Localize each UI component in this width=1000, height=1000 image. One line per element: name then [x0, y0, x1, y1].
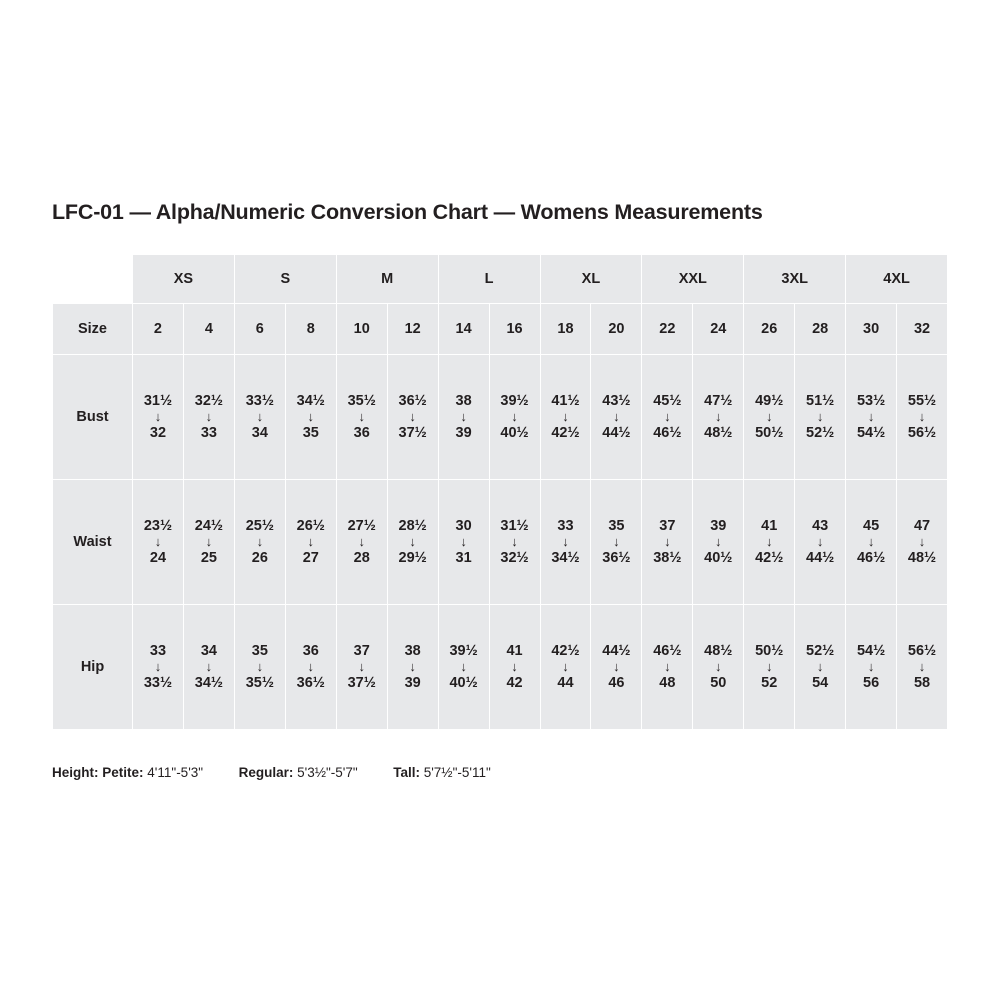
range-from: 48½ [704, 642, 733, 659]
down-arrow-icon: ↓ [460, 659, 467, 675]
bust-cell [438, 355, 489, 480]
down-arrow-icon: ↓ [511, 659, 518, 675]
tall-label: Tall: [393, 765, 420, 780]
waist-cell [438, 480, 489, 605]
alpha-size-xl: XL [540, 255, 642, 304]
down-arrow-icon: ↓ [358, 534, 365, 550]
alpha-size-l: L [438, 255, 540, 304]
range-from: 49½ [755, 392, 784, 409]
range-from: 41 [761, 517, 778, 534]
down-arrow-icon: ↓ [409, 534, 416, 550]
range-to: 56½ [907, 424, 937, 441]
hip-cell [133, 605, 184, 730]
range-from: 45 [863, 517, 880, 534]
range-from: 46½ [653, 642, 682, 659]
numeric-size-cell: 28 [795, 304, 846, 355]
hip-cell [846, 605, 897, 730]
down-arrow-icon: ↓ [765, 409, 773, 425]
alpha-size-xs: XS [133, 255, 235, 304]
range-to: 31 [455, 549, 472, 566]
row-label-bust: Bust [53, 355, 133, 480]
range-from: 43½ [602, 392, 631, 409]
numeric-size-cell: 8 [285, 304, 336, 355]
range-from: 28½ [398, 517, 427, 534]
bust-cell [846, 355, 897, 480]
down-arrow-icon: ↓ [358, 659, 365, 675]
down-arrow-icon: ↓ [358, 409, 365, 425]
down-arrow-icon: ↓ [765, 659, 773, 675]
down-arrow-icon: ↓ [205, 409, 213, 425]
hip-cell [591, 605, 642, 730]
bust-cell [897, 355, 948, 480]
table-row-numeric-sizes [53, 304, 948, 355]
waist-cell [285, 480, 336, 605]
down-arrow-icon: ↓ [816, 534, 824, 550]
down-arrow-icon: ↓ [867, 409, 875, 425]
range-from: 50½ [755, 642, 784, 659]
hip-cell [387, 605, 438, 730]
range-from: 41 [506, 642, 523, 659]
range-from: 27½ [347, 517, 376, 534]
down-arrow-icon: ↓ [816, 659, 824, 675]
down-arrow-icon: ↓ [765, 534, 773, 550]
row-label-waist: Waist [53, 480, 133, 605]
range-to: 42 [506, 674, 523, 691]
down-arrow-icon: ↓ [511, 534, 518, 550]
range-to: 42½ [551, 424, 580, 441]
range-from: 23½ [143, 517, 173, 534]
down-arrow-icon: ↓ [562, 534, 569, 550]
down-arrow-icon: ↓ [256, 409, 264, 425]
range-from: 32½ [194, 392, 224, 409]
waist-cell [846, 480, 897, 605]
down-arrow-icon: ↓ [918, 659, 926, 675]
down-arrow-icon: ↓ [205, 534, 213, 550]
down-arrow-icon: ↓ [256, 659, 264, 675]
range-to: 56 [863, 674, 880, 691]
petite-value: 4'11"-5'3" [147, 765, 204, 780]
down-arrow-icon: ↓ [613, 409, 620, 425]
range-from: 34 [200, 642, 217, 659]
waist-cell [387, 480, 438, 605]
bust-cell [540, 355, 591, 480]
down-arrow-icon: ↓ [409, 409, 416, 425]
numeric-size-cell: 12 [387, 304, 438, 355]
range-to: 58 [913, 674, 931, 691]
bust-cell [183, 355, 234, 480]
range-to: 44½ [806, 549, 835, 566]
down-arrow-icon: ↓ [613, 659, 620, 675]
range-from: 35 [251, 642, 268, 659]
bust-cell [642, 355, 693, 480]
down-arrow-icon: ↓ [562, 659, 569, 675]
range-from: 39 [710, 517, 727, 534]
petite-label: Petite: [102, 765, 144, 780]
range-from: 47 [913, 517, 931, 534]
down-arrow-icon: ↓ [154, 409, 162, 425]
alpha-size-xxl: XXL [642, 255, 744, 304]
range-from: 52½ [806, 642, 835, 659]
down-arrow-icon: ↓ [307, 534, 315, 550]
numeric-size-cell: 18 [540, 304, 591, 355]
alpha-size-s: S [234, 255, 336, 304]
down-arrow-icon: ↓ [154, 534, 162, 550]
corner-cell [53, 255, 133, 304]
range-to: 39 [404, 674, 421, 691]
waist-cell [183, 480, 234, 605]
range-to: 40½ [500, 424, 529, 441]
range-to: 40½ [449, 674, 478, 691]
page-title: LFC-01 — Alpha/Numeric Conversion Chart — Womens Measurements [52, 200, 763, 224]
down-arrow-icon: ↓ [205, 659, 213, 675]
range-to: 52½ [806, 424, 835, 441]
numeric-size-cell: 4 [183, 304, 234, 355]
hip-cell [234, 605, 285, 730]
range-to: 50½ [755, 424, 784, 441]
regular-label: Regular: [238, 765, 294, 780]
down-arrow-icon: ↓ [867, 659, 875, 675]
range-to: 36½ [602, 549, 631, 566]
range-to: 25 [200, 549, 217, 566]
range-from: 42½ [551, 642, 580, 659]
hip-cell [693, 605, 744, 730]
waist-cell [336, 480, 387, 605]
range-to: 36½ [296, 674, 325, 691]
range-from: 37 [659, 517, 676, 534]
range-to: 35½ [245, 674, 274, 691]
range-to: 50 [710, 674, 727, 691]
alpha-size-4xl: 4XL [846, 255, 948, 304]
waist-cell [591, 480, 642, 605]
range-to: 37½ [347, 674, 376, 691]
range-to: 34½ [194, 674, 224, 691]
range-to: 27 [302, 549, 319, 566]
tall-value: 5'7½"-5'11" [423, 765, 491, 780]
numeric-size-cell: 16 [489, 304, 540, 355]
down-arrow-icon: ↓ [409, 659, 416, 675]
down-arrow-icon: ↓ [918, 534, 926, 550]
range-to: 34 [251, 424, 268, 441]
down-arrow-icon: ↓ [307, 409, 315, 425]
waist-cell [133, 480, 184, 605]
range-from: 35½ [347, 392, 376, 409]
bust-cell [285, 355, 336, 480]
alpha-size-m: M [336, 255, 438, 304]
range-to: 32 [149, 424, 167, 441]
down-arrow-icon: ↓ [664, 534, 671, 550]
hip-cell [744, 605, 795, 730]
hip-cell [795, 605, 846, 730]
down-arrow-icon: ↓ [613, 534, 620, 550]
bust-cell [133, 355, 184, 480]
down-arrow-icon: ↓ [918, 409, 926, 425]
hip-cell [438, 605, 489, 730]
range-to: 35 [302, 424, 319, 441]
down-arrow-icon: ↓ [307, 659, 315, 675]
range-from: 31½ [143, 392, 173, 409]
range-to: 52 [761, 674, 778, 691]
numeric-size-cell: 20 [591, 304, 642, 355]
waist-cell [693, 480, 744, 605]
hip-cell [285, 605, 336, 730]
table-row-alpha-sizes [53, 255, 948, 304]
down-arrow-icon: ↓ [715, 409, 722, 425]
bust-cell [489, 355, 540, 480]
range-to: 37½ [398, 424, 427, 441]
range-from: 34½ [296, 392, 325, 409]
range-to: 54½ [856, 424, 886, 441]
range-from: 26½ [296, 517, 325, 534]
range-from: 35 [608, 517, 625, 534]
row-label-size: Size [53, 304, 133, 355]
range-to: 44 [557, 674, 574, 691]
range-from: 39½ [500, 392, 529, 409]
numeric-size-cell: 32 [897, 304, 948, 355]
down-arrow-icon: ↓ [715, 659, 722, 675]
range-from: 45½ [653, 392, 682, 409]
range-to: 40½ [704, 549, 733, 566]
hip-cell [489, 605, 540, 730]
range-to: 48½ [704, 424, 733, 441]
range-from: 36 [302, 642, 319, 659]
range-to: 24 [149, 549, 167, 566]
size-conversion-table [52, 254, 948, 730]
range-from: 39½ [449, 642, 478, 659]
range-from: 54½ [856, 642, 886, 659]
range-from: 38 [455, 392, 472, 409]
table-row-waist [53, 480, 948, 605]
numeric-size-cell: 14 [438, 304, 489, 355]
range-to: 34½ [551, 549, 580, 566]
range-from: 37 [353, 642, 370, 659]
range-from: 33 [557, 517, 574, 534]
down-arrow-icon: ↓ [511, 409, 518, 425]
range-to: 38½ [653, 549, 682, 566]
range-to: 36 [353, 424, 370, 441]
down-arrow-icon: ↓ [816, 409, 824, 425]
range-from: 36½ [398, 392, 427, 409]
height-label: Height: [52, 765, 99, 780]
numeric-size-cell: 30 [846, 304, 897, 355]
down-arrow-icon: ↓ [715, 534, 722, 550]
range-from: 25½ [245, 517, 274, 534]
range-from: 55½ [907, 392, 937, 409]
range-from: 33½ [245, 392, 274, 409]
range-to: 33½ [143, 674, 173, 691]
bust-cell [591, 355, 642, 480]
numeric-size-cell: 10 [336, 304, 387, 355]
waist-cell [540, 480, 591, 605]
range-to: 32½ [500, 549, 529, 566]
range-to: 33 [200, 424, 217, 441]
bust-cell [795, 355, 846, 480]
range-to: 46½ [856, 549, 886, 566]
alpha-size-3xl: 3XL [744, 255, 846, 304]
range-from: 53½ [856, 392, 886, 409]
waist-cell [489, 480, 540, 605]
numeric-size-cell: 26 [744, 304, 795, 355]
range-to: 44½ [602, 424, 631, 441]
range-to: 46 [608, 674, 625, 691]
down-arrow-icon: ↓ [562, 409, 569, 425]
waist-cell [897, 480, 948, 605]
hip-cell [540, 605, 591, 730]
bust-cell [744, 355, 795, 480]
range-from: 38 [404, 642, 421, 659]
bust-cell [693, 355, 744, 480]
down-arrow-icon: ↓ [867, 534, 875, 550]
down-arrow-icon: ↓ [154, 659, 162, 675]
range-to: 48½ [907, 549, 937, 566]
range-from: 43 [812, 517, 829, 534]
numeric-size-cell: 24 [693, 304, 744, 355]
down-arrow-icon: ↓ [664, 659, 671, 675]
bust-cell [387, 355, 438, 480]
waist-cell [234, 480, 285, 605]
hip-cell [642, 605, 693, 730]
height-footnote [52, 765, 491, 780]
range-from: 33 [149, 642, 167, 659]
waist-cell [642, 480, 693, 605]
range-from: 41½ [551, 392, 580, 409]
down-arrow-icon: ↓ [664, 409, 671, 425]
regular-value: 5'3½"-5'7" [297, 765, 358, 780]
range-to: 54 [812, 674, 829, 691]
numeric-size-cell: 6 [234, 304, 285, 355]
waist-cell [795, 480, 846, 605]
range-from: 24½ [194, 517, 224, 534]
hip-cell [897, 605, 948, 730]
range-from: 30 [455, 517, 472, 534]
waist-cell [744, 480, 795, 605]
numeric-size-cell: 2 [133, 304, 184, 355]
hip-cell [183, 605, 234, 730]
down-arrow-icon: ↓ [256, 534, 264, 550]
range-from: 51½ [806, 392, 835, 409]
range-to: 48 [659, 674, 676, 691]
range-to: 28 [353, 549, 370, 566]
table-row-hip [53, 605, 948, 730]
bust-cell [234, 355, 285, 480]
range-to: 42½ [755, 549, 784, 566]
range-from: 31½ [500, 517, 529, 534]
numeric-size-cell: 22 [642, 304, 693, 355]
range-to: 39 [455, 424, 472, 441]
range-from: 47½ [704, 392, 733, 409]
down-arrow-icon: ↓ [460, 534, 467, 550]
row-label-hip: Hip [53, 605, 133, 730]
table-row-bust [53, 355, 948, 480]
down-arrow-icon: ↓ [460, 409, 467, 425]
range-to: 26 [251, 549, 268, 566]
range-to: 29½ [398, 549, 427, 566]
range-from: 44½ [602, 642, 631, 659]
range-from: 56½ [907, 642, 937, 659]
hip-cell [336, 605, 387, 730]
bust-cell [336, 355, 387, 480]
range-to: 46½ [653, 424, 682, 441]
